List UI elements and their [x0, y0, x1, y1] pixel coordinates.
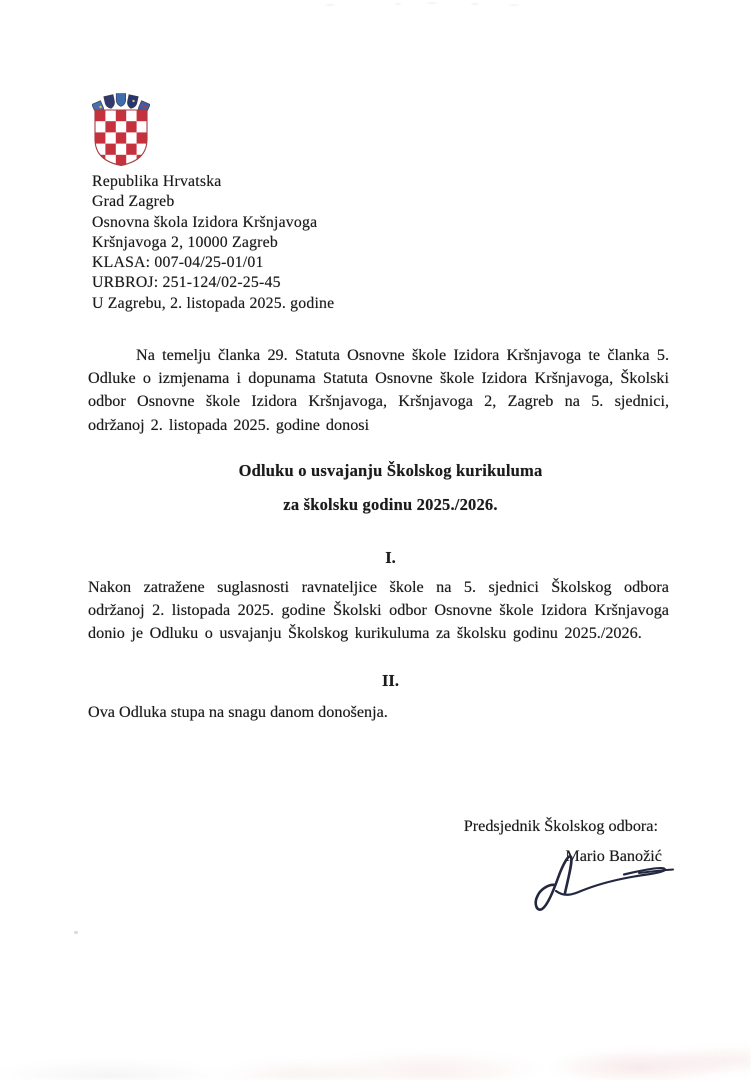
letterhead-line-dateline: U Zagrebu, 2. listopada 2025. godine [92, 294, 335, 312]
letterhead-line-klasa: KLASA: 007-04/25-01/01 [92, 254, 264, 272]
letterhead [92, 172, 334, 314]
preamble-paragraph: Na temelju članka 29. Statuta Osnovne škole Izidora Kršnjavoga te članka 5. Odluke o izmjenama i dopunama Statuta Osnovne škole Izidora Kršnjavoga, Školski odbor Osnovne škole Izidora Kršnjavoga, Kršnjavoga 2, Zagreb na 5. sjednici, održanoj 2. listopada 2025. godine donosi [88, 346, 669, 434]
letterhead-line-school: Osnovna škola Izidora Kršnjavoga [92, 213, 318, 231]
handwritten-signature [527, 851, 679, 917]
section-1-numeral: I. [385, 548, 396, 567]
letterhead-line-urbroj: URBROJ: 251-124/02-25-45 [92, 274, 281, 292]
signatory-name: Mario Banožić [565, 847, 662, 865]
section-1-text: Nakon zatražene suglasnosti ravnateljice škole na 5. sjednici Školskog odbora održanoj 2. listopada 2025. godine Školski odbor Osnovne škole Izidora Kršnjavoga donio je Odluku o usvajanju Školskog kurikuluma za školsku godinu 2025./2026. [88, 578, 669, 643]
section-2-text: Ova Odluka stupa na snagu danom donošenja. [88, 703, 388, 721]
signature-role-label: Predsjednik Školskog odbora: [463, 817, 658, 835]
scan-artifact-top [300, 1, 530, 9]
letterhead-line-country: Republika Hrvatska [92, 173, 222, 190]
scan-speck [74, 931, 78, 934]
letterhead-line-city: Grad Zagreb [92, 193, 175, 211]
decision-title-line2: za školsku godinu 2025./2026. [283, 495, 498, 514]
decision-title-line1: Odluku o usvajanju Školskog kurikuluma [238, 461, 543, 480]
croatian-coat-of-arms-icon [92, 92, 150, 166]
letterhead-line-address: Kršnjavoga 2, 10000 Zagreb [92, 233, 278, 251]
scan-artifact-bottom-bleed [0, 1005, 751, 1080]
section-2-numeral: II. [382, 671, 399, 690]
decision-title [98, 461, 683, 529]
